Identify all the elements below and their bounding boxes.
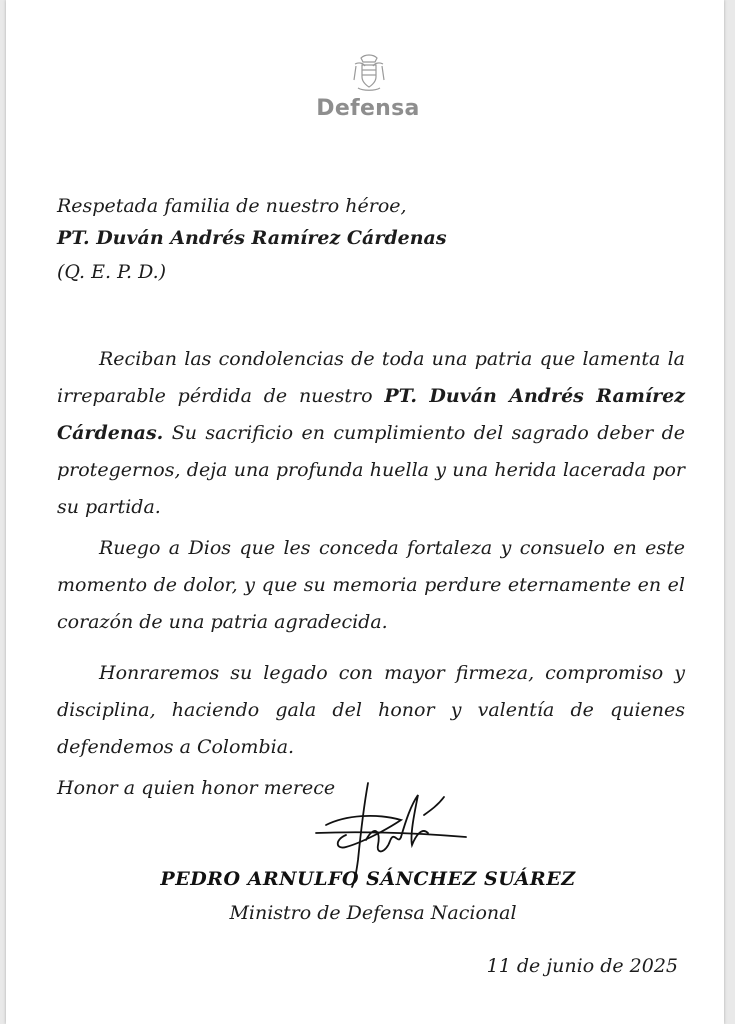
rip-text: (Q. E. P. D.) — [57, 261, 167, 283]
paragraph-line: Reciban las condolencias de toda una patria que lamenta la — [99, 348, 685, 370]
paragraph-text: Su sacrificio en cumplimiento del sagrado deber de — [163, 422, 685, 444]
hero-name-inline: PT. Duván Andrés Ramírez — [384, 385, 685, 407]
signatory-role: Ministro de Defensa Nacional — [229, 902, 517, 924]
letter-date: 11 de junio de 2025 — [486, 955, 678, 977]
signatory-name: PEDRO ARNULFO SÁNCHEZ SUÁREZ — [160, 868, 576, 890]
brand-title: Defensa — [316, 96, 420, 121]
paragraph-condolences — [57, 341, 685, 526]
paragraph-line: protegernos, deja una profunda huella y una herida lacerada por — [57, 459, 685, 481]
letter-page — [6, 0, 724, 1024]
salutation-line: Respetada familia de nuestro héroe, — [57, 195, 407, 217]
hero-surname-inline: Cárdenas. — [57, 422, 164, 444]
paragraph-prayer — [57, 530, 685, 641]
paragraph-line — [57, 415, 685, 452]
paragraph-honor — [57, 655, 685, 766]
paragraph-line: su partida. — [57, 496, 161, 518]
coat-of-arms-icon — [347, 50, 391, 94]
paragraph-line: disciplina, haciendo gala del honor y valentía de quienes — [57, 699, 685, 721]
paragraph-line: Honraremos su legado con mayor firmeza, compromiso y — [99, 662, 685, 684]
paragraph-line: Ruego a Dios que les conceda fortaleza y consuelo en este — [99, 537, 685, 559]
paragraph-text: irreparable pérdida de nuestro — [57, 385, 385, 407]
hero-name: PT. Duván Andrés Ramírez Cárdenas — [57, 227, 447, 249]
paragraph-line: defendemos a Colombia. — [57, 736, 295, 758]
paragraph-line: momento de dolor, y que su memoria perdure eternamente en el — [57, 574, 685, 596]
closing-line: Honor a quien honor merece — [57, 777, 336, 799]
paragraph-line: corazón de una patria agradecida. — [57, 611, 388, 633]
paragraph-line — [57, 378, 685, 415]
